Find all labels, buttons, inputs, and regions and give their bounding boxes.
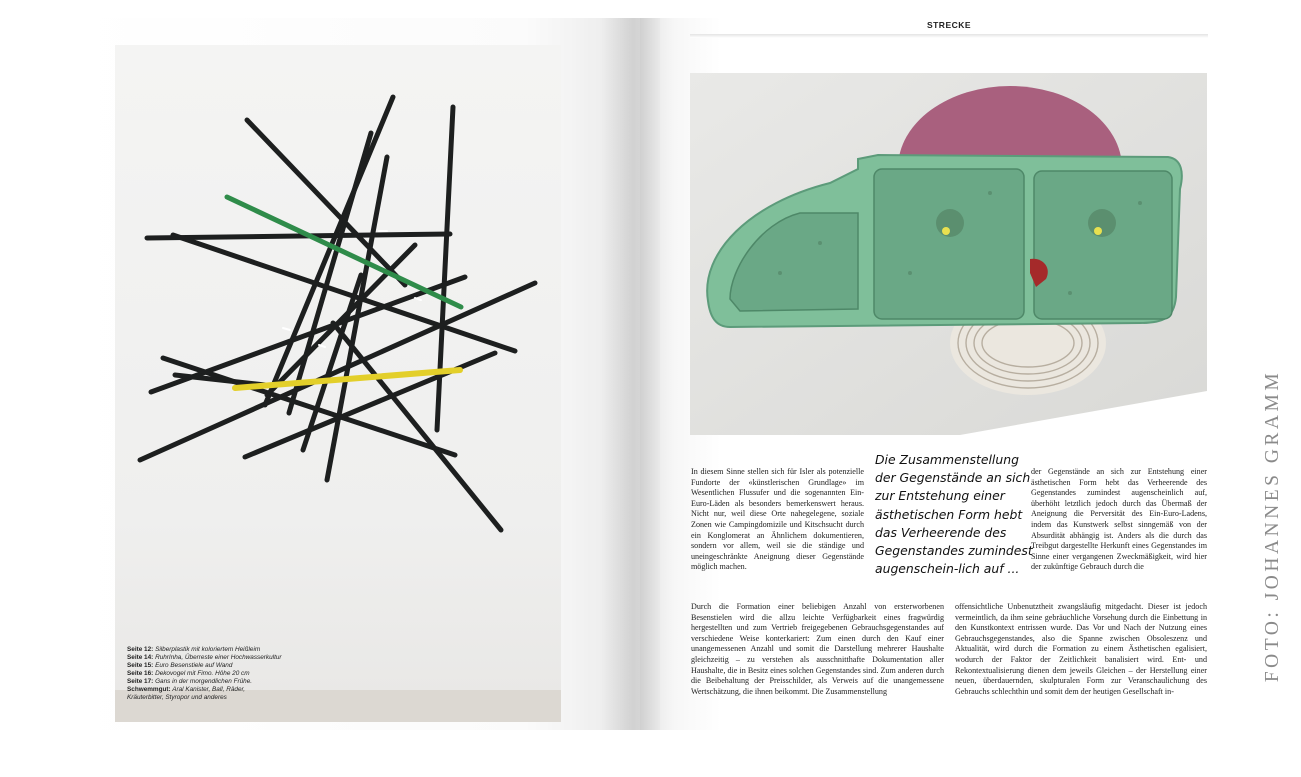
broomstick-installation-photo bbox=[115, 45, 561, 722]
caption-line: Seite 15: Euro Besenstiele auf Wand bbox=[127, 662, 233, 669]
caption-line: Kräuterbitter, Styropor und anderes bbox=[127, 694, 227, 701]
caption-line: Seite 17: Gans in der morgendlichen Frühe. bbox=[127, 678, 253, 685]
sculpture-photo bbox=[690, 73, 1207, 435]
body-column-left-upper: In diesem Sinne stellen sich für Isler als potenzielle Fundorte der «künstlerischen Grundlage» im Wesentlichen Flussufer und die sogenannten Ein-Euro-Läden als besonders bemerkenswert heraus. Nicht nur, weil diese Orte nahegelegene, soziale Zonen wie Campingdomizile und Kitschsucht durch ein Konglomerat an Ähnlichem dokumentieren, sondern vor allem, weil sie die ständige und uneingeschränkte Aneignung dieser Gegenstände möglich machen. bbox=[691, 467, 864, 572]
caption-line: Seite 16: Dekovogel mit Fimo. Höhe 20 cm bbox=[127, 670, 250, 677]
photo-captions bbox=[127, 646, 427, 702]
pull-quote: Die Zusammenstellung der Gegenstände an sich zur Entstehung einer ästhetischen Form hebt das Verheerende des Gegenstandes zumindest augenschein-lich auf ... bbox=[875, 452, 1033, 577]
caption-line: Schwemmgut: Aral Kanister, Ball, Räder, bbox=[127, 686, 246, 693]
section-rule bbox=[690, 34, 1208, 38]
body-column-right-lower: offensichtliche Unbenutztheit zwangsläufig mitgedacht. Dieser ist jedoch vermeintlich, da ihm seine gebräuchliche Vorsehung durch die Einbettung in den Kunstkontext entrissen wurde. Das Vor und Nach der Nutzung eines Gebrauchsgegenstandes, also die Spanne zwischen Obsoleszenz und Aktualität, wird durch die Formation zu einem Ästhetischen egalisiert, wodurch der Faktor der Zeitlichkeit banalisiert wird. Ent- und Rekontextualisierung dienen dem jeweils Gleichen – der Herstellung einer neuen, überdauernden, skulpturalen Form zur Veranschaulichung des Gebrauchs schlechthin und somit dem der heutigen Gesellschaft in- bbox=[955, 602, 1207, 696]
photo-credit-text: FOTO: JOHANNES GRAMM bbox=[1262, 369, 1283, 683]
body-column-right-upper: der Gegenstände an sich zur Entstehung einer ästhetischen Form hebt das Verheerende des Gegenstandes zumindest augenscheinlich auf, überhöht letztlich jedoch durch das Übermaß der Aneignung die Perversität des Ein-Euro-Ladens, indem das Kunstwerk selbst sinngemäß von der Absurdität abhängig ist. Anders als die durch das Treibgut dargestellte Herkunft eines Gegenstandes im Sinne einer vergangenen Zweckmäßigkeit, wird hier der zukünftige Gebrauch durch die bbox=[1031, 467, 1207, 572]
caption-line: Seite 12: Silberplastik mit koloriertem Heißleim bbox=[127, 646, 261, 653]
photo-credit bbox=[1258, 330, 1283, 720]
sculpture-illustration bbox=[690, 73, 1207, 435]
body-column-left-lower: Durch die Formation einer beliebigen Anzahl von ersterworbenen Besenstielen wird die allzu leichte Verfügbarkeit eines fragwürdig hergestellten und zum Vertrieb freigegebenen Gebrauchsgegenstandes auf verschiedene Weise konterkariert: Zum einen durch den Kauf einer unangemessenen Anzahl und somit die Darstellung mehrerer Haushalte gleichzeitig – zu verstehen als ausschnitthafte Dokumentation aller Haushalte, die in Besitz eines solchen Gegenstandes sind. Zum anderen durch die Beibehaltung der Preisschilder, als Verweis auf die unangemessene Wertschätzung, die ihnen beikommt. Die Zusammenstellung bbox=[691, 602, 944, 696]
caption-line: Seite 14: RuhrInha, Überreste einer Hochwasserkultur bbox=[127, 654, 282, 661]
section-label: STRECKE bbox=[926, 20, 972, 30]
broomsticks-illustration bbox=[115, 45, 561, 722]
